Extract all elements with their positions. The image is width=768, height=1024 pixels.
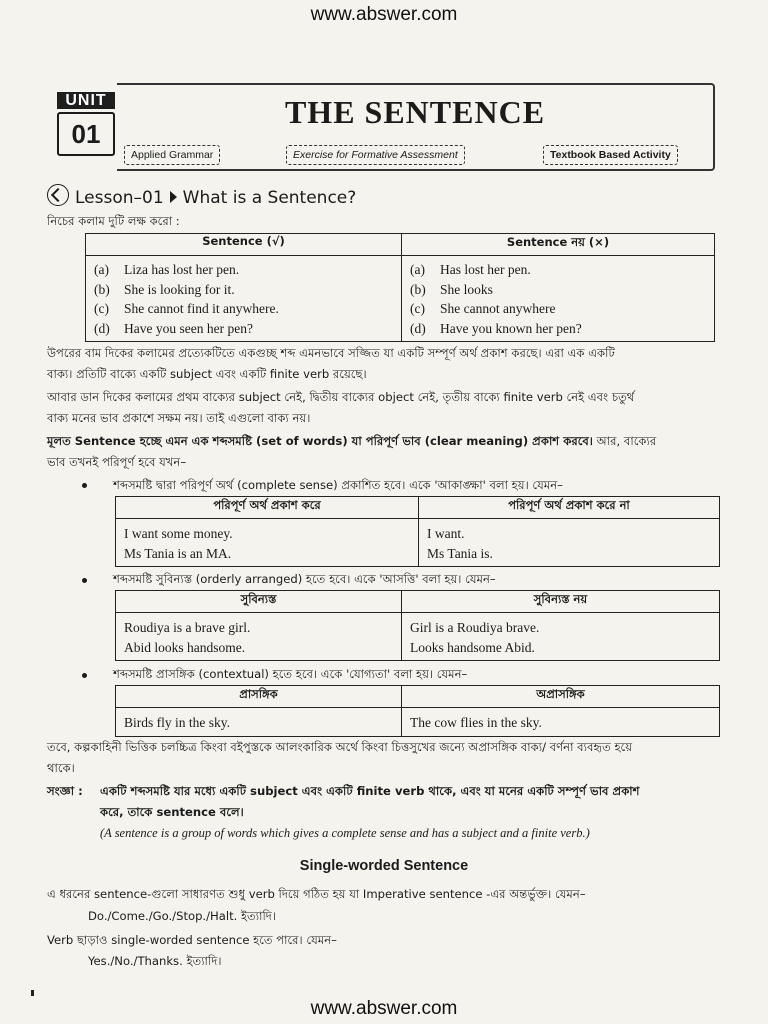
list-item: Ms Tania is an MA. xyxy=(124,545,232,561)
list-item: Looks handsome Abid. xyxy=(410,639,535,655)
list-item: Roudiya is a brave girl. xyxy=(124,620,251,635)
paragraph-3-line-2: ভাব তখনই পরিপূর্ণ হবে যখন– xyxy=(47,455,187,469)
list-item: I want. xyxy=(427,526,465,541)
table1-header-left: Sentence (√) xyxy=(86,234,402,256)
table1-header-right: Sentence নয় (×) xyxy=(402,234,715,256)
table2-left-cell xyxy=(116,519,419,567)
list-item: (b) She is looking for it. xyxy=(94,281,235,297)
table3-left-cell xyxy=(116,613,402,661)
list-item: Birds fly in the sky. xyxy=(124,715,230,730)
single-worded-line-1: এ ধরনের sentence-গুলো সাধারণত শুধু verb দিয়ে গঠিত হয় যা Imperative sentence -এর অন্তর্ভুক্ত। যেমন– xyxy=(47,887,586,901)
paragraph-2-line-2: বাক্য মনের ভাব প্রকাশে সক্ষম নয়। তাই এগুলো বাক্য নয়। xyxy=(47,411,311,425)
bullet-icon xyxy=(82,578,87,583)
lesson-icon xyxy=(47,184,69,206)
bullet-2-text: শব্দসমষ্টি সুবিন্যস্ত (orderly arranged) হতে হবে। একে 'আসত্তি' বলা হয়। যেমন– xyxy=(113,572,496,586)
table3-right-cell xyxy=(402,613,720,661)
single-worded-line-2: Verb ছাড়াও single-worded sentence হতে পারে। যেমন– xyxy=(47,933,337,947)
definition-emphasis: মূলত Sentence হচ্ছে এমন এক শব্দসমষ্টি (set of words) যা পরিপূর্ণ ভাব (clear meaning) প্রকাশ করবে। xyxy=(47,434,593,448)
table2-right-cell xyxy=(419,519,720,567)
paragraph-3-line-1 xyxy=(47,431,656,452)
list-item: (c) She cannot find it anywhere. xyxy=(94,301,279,316)
definition-line-1: একটি শব্দসমষ্টি যার মধ্যে একটি subject এবং একটি finite verb থাকে, এবং যা মনের একটি সম্পূর্ণ ভাব প্রকাশ xyxy=(100,784,640,798)
definition-english: (A sentence is a group of words which gives a complete sense and has a subject and a finite verb.) xyxy=(100,826,590,840)
tag-formative-assessment: Exercise for Formative Assessment xyxy=(286,145,465,165)
definition-label: সংজ্ঞা : xyxy=(47,784,83,798)
list-item: (b) She looks xyxy=(410,281,493,297)
table3-header-right: সুবিন্যস্ত নয় xyxy=(402,591,720,613)
page-mark xyxy=(31,990,34,996)
arrow-right-icon xyxy=(170,191,177,203)
table4-left-cell xyxy=(116,708,402,737)
table3-header-left: সুবিন্যস্ত xyxy=(116,591,402,613)
sentence-comparison-table xyxy=(85,233,715,342)
complete-sense-table xyxy=(115,496,720,567)
unit-number: 01 xyxy=(57,112,115,156)
note-line-1: তবে, কল্পকাহিনী ভিত্তিক চলচ্চিত্র কিংবা বইপুস্তকে আলংকারিক অর্থে কিংবা চিত্তসুখের জন্যে অপ্রাসঙ্গিক বাক্য/ বর্ণনা ব্যবহৃত হয়ে xyxy=(47,740,633,754)
lesson-title: What is a Sentence? xyxy=(182,188,357,208)
watermark-top: www.abswer.com xyxy=(310,4,458,25)
table4-right-cell xyxy=(402,708,720,737)
list-item: Abid looks handsome. xyxy=(124,639,246,655)
list-item: (d) Have you seen her pen? xyxy=(94,320,253,336)
list-item: (a) Has lost her pen. xyxy=(410,262,531,277)
paragraph-3-tail: আর, বাক্যের xyxy=(592,434,657,448)
intro-text: নিচের কলাম দুটি লক্ষ করো : xyxy=(47,214,180,228)
table4-header-left: প্রাসঙ্গিক xyxy=(116,686,402,708)
list-item: (c) She cannot anywhere xyxy=(410,301,556,316)
tag-textbook-activity: Textbook Based Activity xyxy=(543,145,678,165)
section-heading: Single-worded Sentence xyxy=(299,858,469,874)
page-title: THE SENTENCE xyxy=(284,94,546,130)
bullet-1-text: শব্দসমষ্টি দ্বারা পরিপূর্ণ অর্থ (complete sense) প্রকাশিত হবে। একে 'আকাঙ্ক্ষা' বলা হয়। যেমন– xyxy=(113,478,563,492)
contextual-table xyxy=(115,685,720,737)
lesson-heading xyxy=(47,184,356,208)
table1-left-cell xyxy=(86,256,402,342)
list-item: Girl is a Roudiya brave. xyxy=(410,620,540,635)
list-item: The cow flies in the sky. xyxy=(410,715,542,730)
definition-line-2: করে, তাকে sentence বলে। xyxy=(100,805,244,819)
tag-applied-grammar: Applied Grammar xyxy=(124,145,220,165)
orderly-arranged-table xyxy=(115,590,720,661)
list-item: (d) Have you known her pen? xyxy=(410,320,582,336)
bullet-3-text: শব্দসমষ্টি প্রাসঙ্গিক (contextual) হতে হবে। একে 'যোগ্যতা' বলা হয়। যেমন– xyxy=(113,667,468,681)
table1-right-cell xyxy=(402,256,715,342)
table4-header-right: অপ্রাসঙ্গিক xyxy=(402,686,720,708)
single-worded-examples-1: Do./Come./Go./Stop./Halt. ইত্যাদি। xyxy=(88,909,276,923)
table2-header-right: পরিপূর্ণ অর্থ প্রকাশ করে না xyxy=(419,497,720,519)
bullet-icon xyxy=(82,673,87,678)
list-item: Ms Tania is. xyxy=(427,545,493,561)
table2-header-left: পরিপূর্ণ অর্থ প্রকাশ করে xyxy=(116,497,419,519)
list-item: I want some money. xyxy=(124,526,233,541)
note-line-2: থাকে। xyxy=(47,761,75,775)
paragraph-1-line-2: বাক্য। প্রতিটি বাক্যে একটি subject এবং একটি finite verb রয়েছে। xyxy=(47,367,367,381)
paragraph-2-line-1: আবার ডান দিকের কলামের প্রথম বাক্যের subject নেই, দ্বিতীয় বাক্যের object নেই, তৃতীয় বাক্যে finite verb নেই এবং চতুর্থ xyxy=(47,390,635,404)
bullet-icon xyxy=(82,483,87,488)
watermark-bottom: www.abswer.com xyxy=(310,998,458,1019)
paragraph-1-line-1: উপরের বাম দিকের কলামের প্রত্যেকটিতে একগুচ্ছ শব্দ এমনভাবে সজ্জিত যা একটি সম্পূর্ণ অর্থ প্রকাশ করছে। এরা এক একটি xyxy=(47,346,615,360)
unit-label: UNIT xyxy=(57,92,115,109)
list-item: (a) Liza has lost her pen. xyxy=(94,262,240,277)
single-worded-examples-2: Yes./No./Thanks. ইত্যাদি। xyxy=(88,954,222,968)
lesson-number: Lesson–01 xyxy=(75,188,164,208)
